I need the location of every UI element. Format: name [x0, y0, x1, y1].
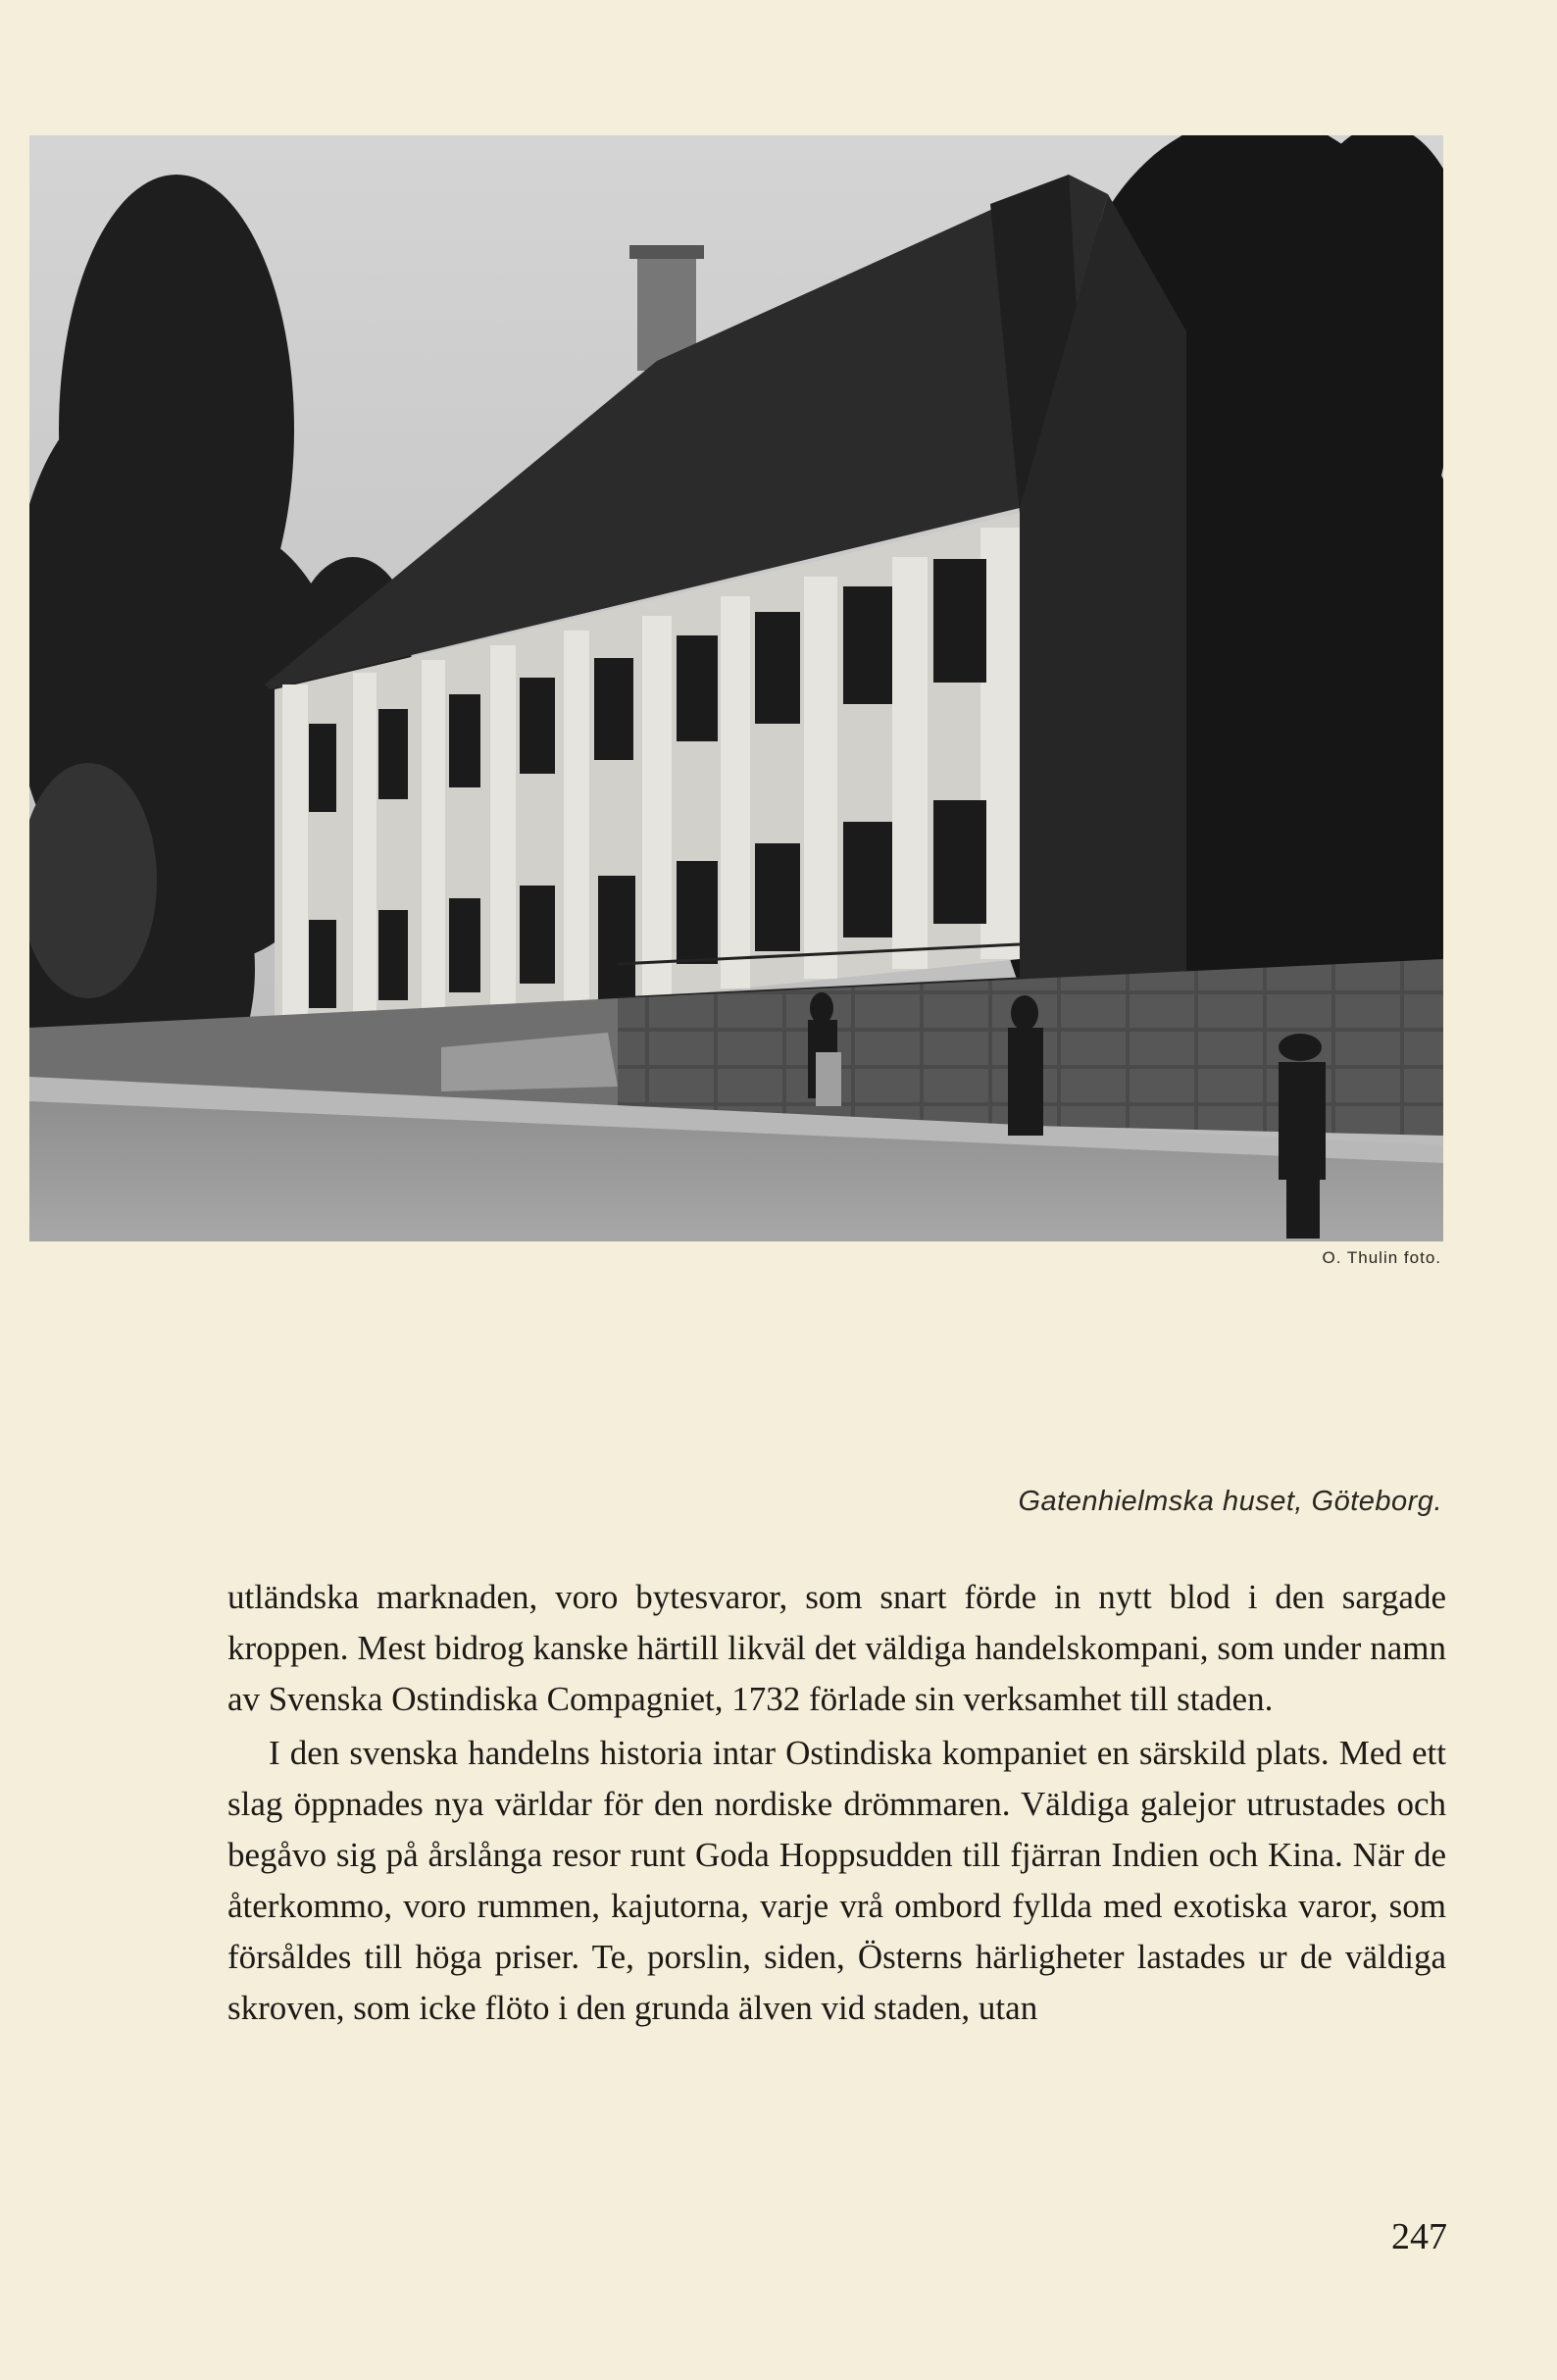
- page-number: 247: [1391, 2216, 1447, 2257]
- photo-illustration: [29, 135, 1443, 1241]
- photo-caption: Gatenhielmska huset, Göteborg.: [1018, 1486, 1442, 1517]
- building-photograph: [29, 135, 1443, 1241]
- paragraph: utländska marknaden, voro bytesvaror, som snart förde in nytt blod i den sargade kroppen. Mest bidrog kanske härtill likväl det väldiga handelskompani, som under namn av Svenska Ostindiska Compagniet, 1732 förlade sin verksamhet till staden.: [227, 1578, 1446, 1718]
- photo-credit: O. Thulin foto.: [1322, 1248, 1441, 1267]
- body-text: [227, 1572, 1446, 2034]
- paragraph: I den svenska handelns historia intar Ostindiska kompaniet en särskild plats. Med ett slag öppnades nya världar för den nordiske drömmaren. Väldiga galejor utrustades och begåvo sig på årslånga resor runt Goda Hoppsudden till fjärran Indien och Kina. När de återkommo, voro rummen, kajutorna, varje vrå ombord fyllda med exotiska varor, som försåldes till höga priser. Te, porslin, siden, Österns härligheter lastades ur de väldiga skroven, som icke flöto i den grunda älven vid staden, utan: [227, 1734, 1446, 2027]
